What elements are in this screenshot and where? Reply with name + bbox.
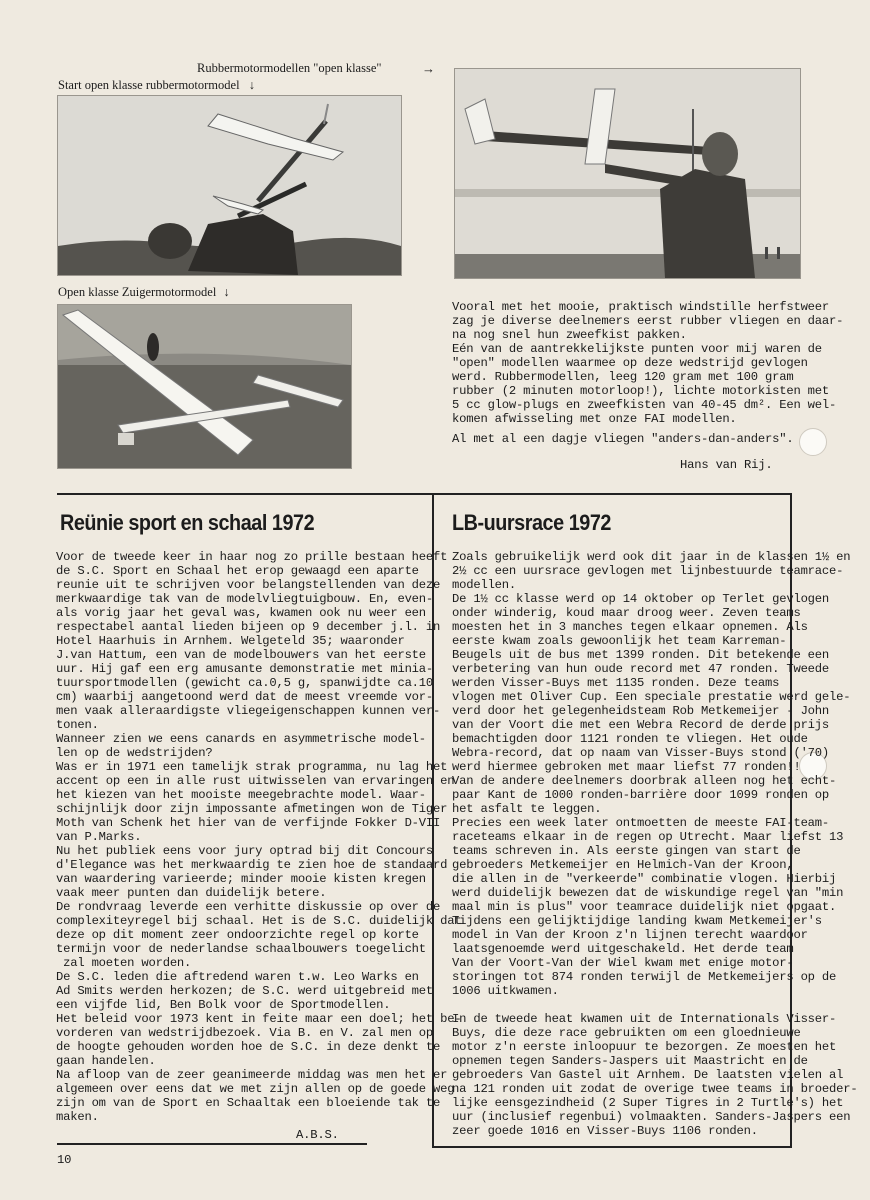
lb-line: laatsgenoemde werd uitgeschakeld. Het derde team	[452, 942, 794, 956]
lb-line: vlogen met Oliver Cup. Een speciale prestatie werd gele-	[452, 690, 851, 704]
caption-piston-open	[58, 285, 230, 300]
report-line: zag je diverse deelnemers eerst rubber vliegen en daar-	[452, 314, 844, 328]
report-line: 5 cc glow-plugs en zweefkisten van 40-45 dm². Een wel-	[452, 398, 837, 412]
arrow-down-icon: ↓	[248, 78, 255, 92]
lb-line: Precies een week later ontmoetten de meeste FAI-team-	[452, 816, 830, 830]
reunie-line: Na afloop van de zeer geanimeerde middag was men het er	[56, 1068, 448, 1082]
report-line: Al met al een dagje vliegen "anders-dan-anders".	[452, 432, 794, 446]
reunie-line: uur. Hij gaf een erg amusante demonstratie met minia-	[56, 662, 434, 676]
reunie-line: Wanneer zien we eens canards en asymmetrische model-	[56, 732, 426, 746]
reunie-line: len op de wedstrijden?	[56, 746, 213, 760]
lb-line: het asfalt te leggen.	[452, 802, 602, 816]
reunie-line: termijn voor de nederlandse schaalbouwers toegelicht	[56, 942, 426, 956]
report-line: na nog snel hun zweefkist pakken.	[452, 328, 687, 342]
reunie-line: De rondvraag leverde een verhitte diskussie op over de	[56, 900, 441, 914]
lb-line: gebroeders Van Gastel uit Arnhem. De laatsten vielen al	[452, 1068, 844, 1082]
reunie-line: de S.C. Sport en Schaal het erop gewaagd een aparte	[56, 564, 419, 578]
reunie-line: vaak meer punten dan duidelijk betere.	[56, 886, 327, 900]
report-text	[452, 300, 843, 446]
lb-line: Van de andere deelnemers doorbrak alleen nog het echt-	[452, 774, 837, 788]
lb-line: In de tweede heat kwamen uit de Internationals Visser-	[452, 1012, 837, 1026]
reunie-line: de hoogte gehouden worden hoe de S.C. in deze denkt te	[56, 1040, 441, 1054]
lb-line: lijke eensgezindheid (2 Super Tigres in 2 Turtle's) het	[452, 1096, 844, 1110]
lb-line: De 1½ cc klasse werd op 14 oktober op Terlet gevlogen	[452, 592, 830, 606]
lb-line: gebroeders Metkemeijer en Helmich-Van der Kroon,	[452, 858, 794, 872]
lb-line: raceteams elkaar in de regen op Utrecht. Maar liefst 13	[452, 830, 844, 844]
reunie-line: gaan handelen.	[56, 1054, 156, 1068]
reunie-line: van P.Marks.	[56, 830, 142, 844]
lb-line: die allen in de "verkeerde" combinatie vlogen. Hierbij	[452, 872, 837, 886]
lb-line: werd duidelijk bewezen dat de wiskundige regel van "min	[452, 886, 844, 900]
reunie-body	[56, 550, 461, 1124]
lb-line: van der Voort die met een Webra Record de derde prijs	[452, 718, 830, 732]
reunie-line: tuursportmodellen (gewicht ca.0,5 g, spanwijdte ca.10	[56, 676, 434, 690]
reunie-line: d'Elegance was het merkwaardig te zien hoe de standaard	[56, 858, 448, 872]
lb-line: werden Visser-Buys met 1135 ronden. Deze teams	[452, 676, 780, 690]
reunie-line: vorderen van wedstrijdbezoek. Via B. en V. zal men op	[56, 1026, 434, 1040]
arrow-right-icon: →	[422, 61, 435, 76]
report-line: Vooral met het mooie, praktisch windstille herfstweer	[452, 300, 830, 314]
reunie-line: van waardering varieerde; minder mooie kisten kregen	[56, 872, 426, 886]
lb-line: storingen tot 874 ronden terwijl de Metkemeijers op de	[452, 970, 837, 984]
report-line: "open" modellen waarmee op deze wedstrijd gevlogen	[452, 356, 808, 370]
caption-start-open-text: Start open klasse rubbermotormodel	[58, 78, 240, 92]
reunie-line: Was er in 1971 een tamelijk strak programma, nu lag het	[56, 760, 448, 774]
divider-bottom-right	[432, 1146, 792, 1148]
punch-hole	[799, 428, 827, 456]
photo-rubber-model-launch	[57, 95, 402, 276]
reunie-line: men vaak alleraardigste vliegeigenschappen kunnen ver-	[56, 704, 441, 718]
lb-line: verbetering van hun oude record met 47 ronden. Tweede	[452, 662, 830, 676]
reunie-line: Moth van Schenk het hier van de verfijnde Fokker D-VII	[56, 816, 441, 830]
reunie-title: Reünie sport en schaal 1972	[60, 510, 315, 535]
reunie-line: merkwaardige tak van de modelvliegtuigbouw. En, even-	[56, 592, 434, 606]
report-line: werd. Rubbermodellen, leeg 120 gram met 100 gram	[452, 370, 794, 384]
reunie-line: het kiezen van het mooiste meegebrachte model. Waar-	[56, 788, 426, 802]
caption-rubber-open-text: Rubbermotormodellen "open klasse"	[197, 61, 382, 75]
photo-piston-model	[57, 304, 352, 469]
reunie-line: accent op een in alle rust uitwisselen van ervaringen en	[56, 774, 455, 788]
lb-line: Beugels uit de bus met 1399 ronden. Dit betekende een	[452, 648, 830, 662]
reunie-line: algemeen over eens dat we met zijn allen op de goede weg	[56, 1082, 455, 1096]
reunie-line: reunie uit te schrijven voor belangstellenden van deze	[56, 578, 441, 592]
lb-line: Van der Voort-Van der Wiel kwam met enige motor-	[452, 956, 794, 970]
lb-line: onder winderig, koud maar droog weer. Zeven teams	[452, 606, 801, 620]
lb-line: zeer goede 1016 en Visser-Buys 1106 ronden.	[452, 1124, 758, 1138]
lb-line: verd door het gelegenheidsteam Rob Metkemeijer - John	[452, 704, 830, 718]
lb-line: opnemen tegen Sanders-Jaspers uit Maastricht en de	[452, 1054, 808, 1068]
arrow-down-icon: ↓	[223, 285, 230, 299]
lb-line: 2½ cc een uursrace gevlogen met lijnbestuurde teamrace-	[452, 564, 844, 578]
lb-line: maal min is plus" voor teamrace duidelijk niet opgaat.	[452, 900, 837, 914]
divider-top	[57, 493, 792, 495]
caption-start-open	[58, 78, 255, 93]
photo-rubber-models-open-class	[454, 68, 801, 279]
reunie-line: Hotel Haarhuis in Arnhem. Welgeteld 35; waaronder	[56, 634, 405, 648]
lb-line: moesten het in 3 manches tegen elkaar opnemen. Als	[452, 620, 808, 634]
lb-line: paar Kant de 1000 ronden-barrière door 1099 ronden op	[452, 788, 830, 802]
reunie-line: een vijfde lid, Ben Bolk voor de Sportmodellen.	[56, 998, 391, 1012]
lb-line: Zoals gebruikelijk werd ook dit jaar in de klassen 1½ en	[452, 550, 851, 564]
caption-piston-open-text: Open klasse Zuigermotormodel	[58, 285, 217, 299]
lb-line: motor z'n eerste inloopuur te bezorgen. Ze moesten het	[452, 1040, 837, 1054]
reunie-line: zal moeten worden.	[56, 956, 192, 970]
lb-line: model in Van der Kroon z'n lijnen terecht waardoor	[452, 928, 808, 942]
lb-line: Webra-record, dat op naam van Visser-Buys stond ('70)	[452, 746, 830, 760]
lb-line: teams schreven in. Als eerste gingen van start de	[452, 844, 801, 858]
report-line: rubber (2 minuten motorloop!), lichte motorkisten met	[452, 384, 830, 398]
lb-title: LB-uursrace 1972	[452, 510, 611, 535]
reunie-line: complexiteyregel bij schaal. Het is de S.C. duidelijk dat	[56, 914, 462, 928]
reunie-line: J.van Hattum, een van de modelbouwers van het eerste	[56, 648, 426, 662]
reunie-line: cm) waarbij aangetoond werd dat de meest vreemde vor-	[56, 690, 434, 704]
reunie-line: respectabel aantal lieden bijeen op 9 december j.l. in	[56, 620, 441, 634]
reunie-line: Voor de tweede keer in haar nog zo prille bestaan heeft	[56, 550, 448, 564]
reunie-line: maken.	[56, 1110, 99, 1124]
page-number: 10	[57, 1153, 72, 1167]
reunie-line: schijnlijk door zijn impossante afmetingen won de Tiger	[56, 802, 448, 816]
lb-line: na 121 ronden uit zodat de overige twee teams in broeder-	[452, 1082, 858, 1096]
reunie-line: zijn om van de Sport en Schaaltak een bloeiende tak te	[56, 1096, 441, 1110]
lb-body	[452, 550, 857, 1138]
reunie-line: Nu het publiek eens voor jury optrad bij dit Concours	[56, 844, 434, 858]
reunie-signature: A.B.S.	[296, 1128, 339, 1142]
reunie-line: tonen.	[56, 718, 99, 732]
lb-line: Buys, die deze race gebruikten om een gloednieuwe	[452, 1026, 801, 1040]
lb-line: bemachtigden door 1121 ronden te vliegen. Het oude	[452, 732, 808, 746]
reunie-line: Het beleid voor 1973 kent in feite maar een doel; het be-	[56, 1012, 462, 1026]
report-signature: Hans van Rij.	[680, 458, 773, 472]
lb-line: 1006 uitkwamen.	[452, 984, 559, 998]
reunie-line: De S.C. leden die aftredend waren t.w. Leo Warks en	[56, 970, 419, 984]
report-line: komen afwisseling met onze FAI modellen.	[452, 412, 737, 426]
report-line: Eén van de aantrekkelijkste punten voor mij waren de	[452, 342, 822, 356]
reunie-line: als vorig jaar het geval was, kwamen ook nu weer een	[56, 606, 426, 620]
divider-bottom-left	[57, 1143, 367, 1145]
lb-line: eerste kwam zoals gewoonlijk het team Karreman-	[452, 634, 787, 648]
reunie-line: deze op dit moment zeer ondoorzichte regel op korte	[56, 928, 419, 942]
lb-line: werd hiermee gebroken met maar liefst 77 ronden!!	[452, 760, 801, 774]
reunie-line: Ad Smits werden herkozen; de S.C. werd uitgebreid met	[56, 984, 434, 998]
caption-rubber-open	[197, 61, 381, 76]
lb-line: modellen.	[452, 578, 517, 592]
lb-line: uur (inclusief regenbui) volmaakten. Sanders-Jaspers een	[452, 1110, 851, 1124]
lb-line: Tijdens een gelijktijdige landing kwam Metkemeijer's	[452, 914, 822, 928]
